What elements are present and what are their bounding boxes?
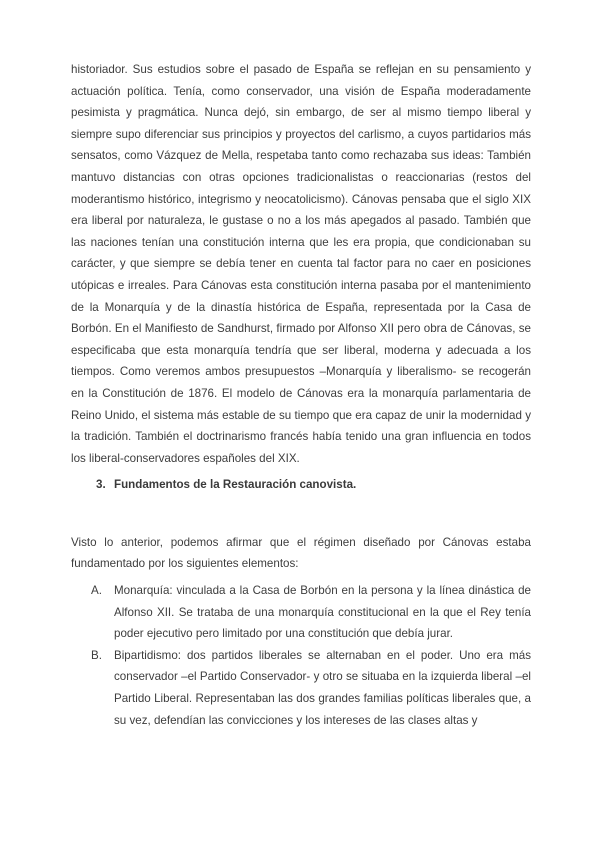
list-marker: A. <box>91 584 102 598</box>
list-marker: B. <box>91 648 102 662</box>
ordered-list <box>91 580 531 731</box>
section-number: 3. <box>96 478 106 492</box>
section-title: Fundamentos de la Restauración canovista. <box>114 478 357 492</box>
list-item-text: Bipartidismo: dos partidos liberales se alternaban en el poder. Uno era más conservador –el Partido Conservador- y otro se situaba en la izquierda liberal –el Partido Liberal. Representaban las dos grandes familias políticas liberales que, a su vez, defendían las convicciones y los intereses de las clases altas y <box>114 648 531 727</box>
list-item <box>91 580 531 645</box>
list-item <box>91 645 531 731</box>
intro-paragraph: Visto lo anterior, podemos afirmar que el régimen diseñado por Cánovas estaba fundamentado por los siguientes elementos: <box>71 535 531 571</box>
section-heading <box>71 474 531 496</box>
list-item-text: Monarquía: vinculada a la Casa de Borbón en la persona y la línea dinástica de Alfonso XII. Se trataba de una monarquía constitucional en la que el Rey tenía poder ejecutivo pero limitado por una constitución que debía jurar. <box>114 584 531 641</box>
body-paragraph: historiador. Sus estudios sobre el pasado de España se reflejan en su pensamiento y actuación política. Tenía, como conservador, una visión de España moderadamente pesimista y pragmática. Nunca dejó, sin embargo, de ser al mismo tiempo liberal y siempre supo diferenciar sus principios y proyectos del carlismo, a cuyos partidarios más sensatos, como Vázquez de Mella, respetaba tanto como rechazaba sus ideas: También mantuvo distancias con otras opciones tradicionalistas o reaccionarias (restos del moderantismo histórico, integrismo y neocatolicismo). Cánovas pensaba que el siglo XIX era liberal por naturaleza, le gustase o no a los más apegados al pasado. También que las naciones tenían una constitución interna que les era propia, que condicionaban su carácter, y que siempre se debía tener en cuenta tal factor para no caer en posiciones utópicas e irreales. Para Cánovas esta constitución interna pasaba por el mantenimiento de la Monarquía y de la dinastía histórica de España, representada por la Casa de Borbón. En el Manifiesto de Sandhurst, firmado por Alfonso XII pero obra de Cánovas, se especificaba que esta monarquía tendría que ser liberal, moderna y adecuada a los tiempos. Como veremos ambos presupuestos –Monarquía y liberalismo- se recogerán en la Constitución de 1876. El modelo de Cánovas era la monarquía parlamentaria de Reino Unido, el sistema más estable de su tiempo que era capaz de unir la modernidad y la tradición. También el doctrinarismo francés había tenido una gran influencia en todos los liberal-conservadores españoles del XIX. <box>71 63 531 465</box>
